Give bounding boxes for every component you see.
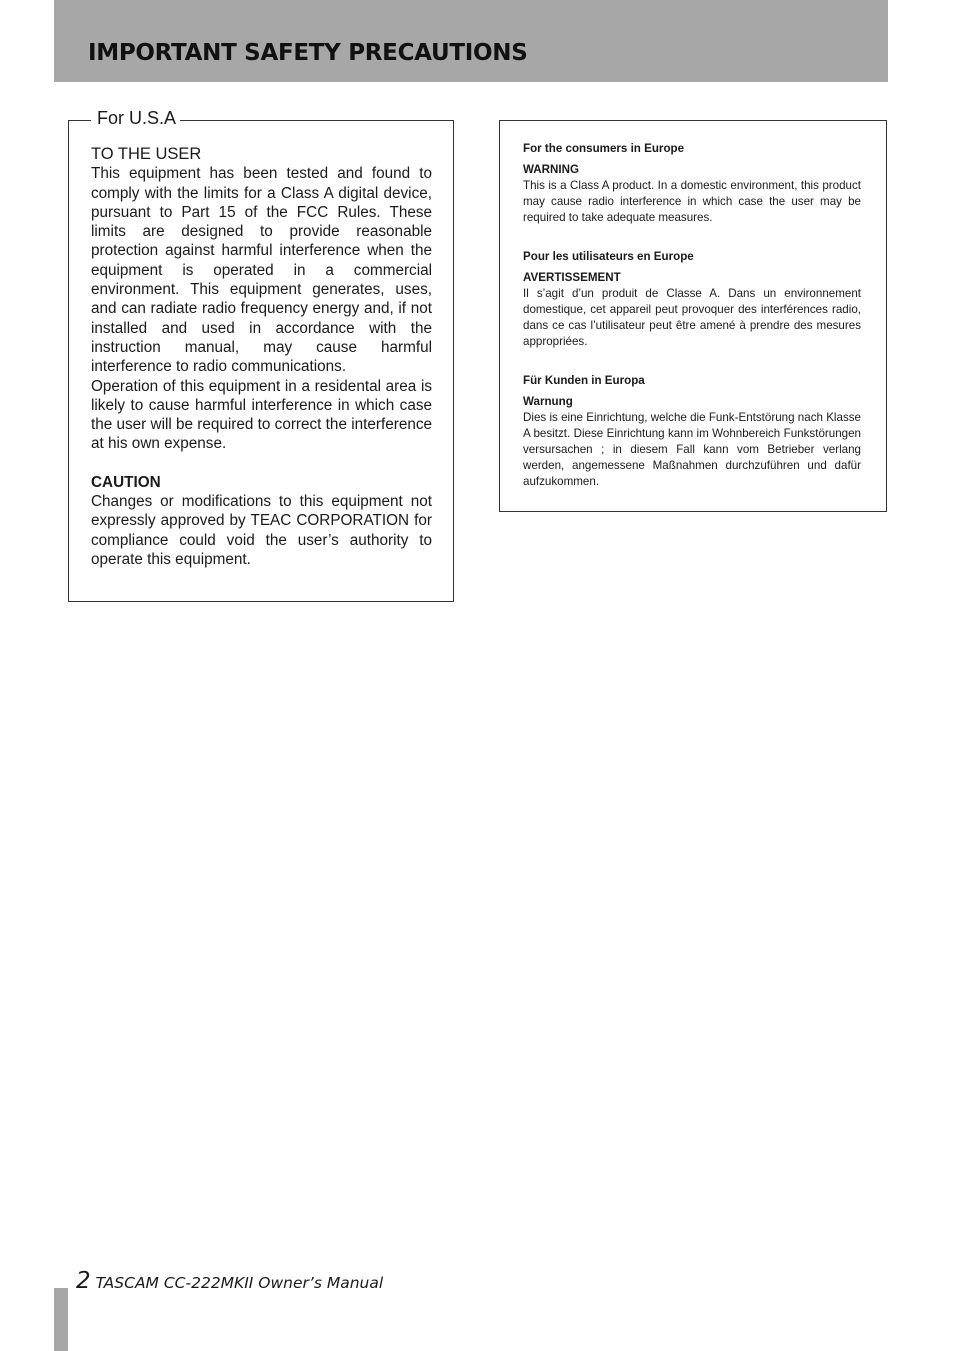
footer-bar — [54, 1288, 68, 1351]
usa-notice-box — [68, 108, 454, 602]
usa-paragraph-2: Operation of this equipment in a residental area is likely to cause harmful interference in which case the user will be required to correct the interference at his own expense. — [91, 377, 432, 453]
caution-title: CAUTION — [91, 473, 161, 491]
manual-title: TASCAM CC-222MKII Owner’s Manual — [95, 1274, 384, 1292]
section-text: Dies is eine Einrichtung, welche die Funk-Entstörung nach Klasse A besitzt. Diese Einrichtung kann im Wohnbereich Funkstörungen versursachen ; in diesem Fall kann vom Betrieber verlang werden, angemessene Maßnahmen durchzuführen und dafür aufzukommen. — [523, 411, 861, 488]
section-title: Pour les utilisateurs en Europe — [523, 250, 694, 263]
europe-section-french — [523, 249, 861, 350]
europe-notice-box — [499, 120, 887, 512]
usa-paragraph-1: This equipment has been tested and found to comply with the limits for a Class A digital device, pursuant to Part 15 of the FCC Rules. These limits are designed to provide reasonable protection against harmful interference when the equipment is operated in a commercial environment. This equipment generates, uses, and can radiate radio frequency energy and, if not installed and used in accordance with the instruction manual, may cause harmful interference to radio communications. — [91, 165, 432, 376]
usa-heading: TO THE USER — [91, 145, 202, 163]
section-label: WARNING — [523, 163, 580, 176]
page-footer — [76, 1268, 383, 1294]
section-label: Warnung — [523, 395, 573, 408]
section-title: Für Kunden in Europa — [523, 374, 645, 387]
page-title: IMPORTANT SAFETY PRECAUTIONS — [88, 40, 528, 66]
section-text: Il s’agit d’un produit de Classe A. Dans un environnement domestique, cet appareil peut provoquer des interférences radio, dans ce cas l’utilisateur peut être amené à prendre des mesures appropriées. — [523, 287, 861, 348]
section-text: This is a Class A product. In a domestic environment, this product may cause radio interference in which case the user may be required to take adequate measures. — [523, 179, 861, 224]
section-title: For the consumers in Europe — [523, 142, 685, 155]
caution-text: Changes or modifications to this equipment not expressly approved by TEAC CORPORATION for compliance could void the user’s authority to operate this equipment. — [91, 493, 432, 568]
usa-box-legend: For U.S.A — [91, 108, 180, 129]
europe-section-english — [523, 141, 861, 226]
europe-section-german — [523, 373, 861, 490]
section-label: AVERTISSEMENT — [523, 271, 621, 284]
usa-content — [91, 145, 432, 569]
header-bar — [54, 0, 888, 82]
page-number: 2 — [76, 1268, 91, 1294]
europe-content — [523, 141, 861, 490]
